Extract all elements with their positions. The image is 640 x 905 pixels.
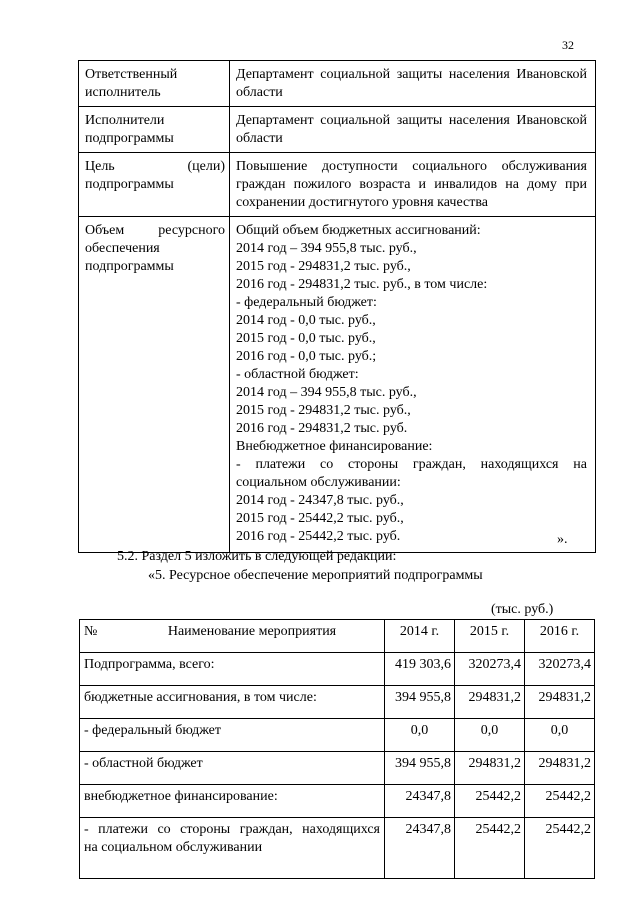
header-year-2015: 2015 г. xyxy=(455,620,525,653)
label-line: подпрограммы xyxy=(85,259,174,274)
closing-quote: ». xyxy=(557,532,568,547)
value-line: Общий объем бюджетных ассигнований: xyxy=(236,223,481,238)
table-row xyxy=(80,818,595,879)
value-2016: 25442,2 xyxy=(525,785,595,818)
value-line: области xyxy=(236,131,283,146)
resource-table xyxy=(79,619,595,879)
row-name: - областной бюджет xyxy=(80,752,385,785)
table-row xyxy=(80,686,595,719)
value-line: 2015 год - 25442,2 тыс. руб., xyxy=(236,511,404,526)
value-line: области xyxy=(236,85,283,100)
table-row xyxy=(79,107,596,153)
table-header-row xyxy=(80,620,595,653)
value-line: - платежи со стороны граждан, находящихся на xyxy=(236,457,587,472)
value-line: 2014 год – 394 955,8 тыс. руб., xyxy=(236,385,417,400)
label-line: Ответственный xyxy=(85,67,178,82)
value-line: 2016 год - 294831,2 тыс. руб., в том числе: xyxy=(236,277,488,292)
value-2015: 320273,4 xyxy=(455,653,525,686)
value-2014: 394 955,8 xyxy=(385,752,455,785)
label-line: обеспечения xyxy=(85,241,160,256)
value-line: граждан пожилого возраста и инвалидов на дому при xyxy=(236,177,587,192)
row-name: - федеральный бюджет xyxy=(80,719,385,752)
value-line: Повышение доступности социального обслуживания xyxy=(236,159,587,174)
value-2014: 24347,8 xyxy=(385,785,455,818)
row-name xyxy=(80,818,385,879)
value-cell xyxy=(230,153,596,217)
value-line: 2014 год - 24347,8 тыс. руб., xyxy=(236,493,404,508)
section-title: «5. Ресурсное обеспечение мероприятий подпрограммы xyxy=(148,568,483,583)
label-cell xyxy=(79,153,230,217)
value-line: - федеральный бюджет: xyxy=(236,295,377,310)
value-2016: 294831,2 xyxy=(525,686,595,719)
value-2015: 294831,2 xyxy=(455,752,525,785)
value-line: 2016 год - 25442,2 тыс. руб. xyxy=(236,529,401,544)
value-line: Внебюджетное финансирование: xyxy=(236,439,433,454)
value-line: 2015 год - 294831,2 тыс. руб., xyxy=(236,403,411,418)
value-2016: 0,0 xyxy=(525,719,595,752)
value-cell xyxy=(230,61,596,107)
value-line: 2015 год - 0,0 тыс. руб., xyxy=(236,331,376,346)
value-2016: 294831,2 xyxy=(525,752,595,785)
value-line: социальном обслуживании: xyxy=(236,475,401,490)
table-row xyxy=(80,719,595,752)
value-2015: 0,0 xyxy=(455,719,525,752)
value-line: 2016 год - 0,0 тыс. руб.; xyxy=(236,349,377,364)
header-year-2016: 2016 г. xyxy=(525,620,595,653)
value-2015: 294831,2 xyxy=(455,686,525,719)
table-row xyxy=(79,61,596,107)
row-name: Подпрограмма, всего: xyxy=(80,653,385,686)
row-name: бюджетные ассигнования, в том числе: xyxy=(80,686,385,719)
label-line: исполнитель xyxy=(85,85,161,100)
table-row xyxy=(79,153,596,217)
table-row xyxy=(79,217,596,553)
value-line: 2016 год - 294831,2 тыс. руб. xyxy=(236,421,408,436)
row-name-line: на социальном обслуживании xyxy=(84,840,263,855)
value-line: 2015 год - 294831,2 тыс. руб., xyxy=(236,259,411,274)
value-2014: 394 955,8 xyxy=(385,686,455,719)
label-cell xyxy=(79,107,230,153)
value-line: 2014 год – 394 955,8 тыс. руб., xyxy=(236,241,417,256)
value-2016: 320273,4 xyxy=(525,653,595,686)
unit-note: (тыс. руб.) xyxy=(491,602,554,617)
value-2014: 0,0 xyxy=(385,719,455,752)
value-cell xyxy=(230,217,596,553)
label-line: подпрограммы xyxy=(85,131,174,146)
table-row xyxy=(80,752,595,785)
value-line: 2014 год - 0,0 тыс. руб., xyxy=(236,313,376,328)
header-num: № xyxy=(80,620,121,653)
table-row xyxy=(80,785,595,818)
table-row xyxy=(80,653,595,686)
subprogram-passport-table xyxy=(78,60,596,553)
label-line: подпрограммы xyxy=(85,177,174,192)
value-2014: 419 303,6 xyxy=(385,653,455,686)
header-name: Наименование мероприятия xyxy=(120,620,385,653)
value-cell xyxy=(230,107,596,153)
header-year-2014: 2014 г. xyxy=(385,620,455,653)
value-2014: 24347,8 xyxy=(385,818,455,879)
value-line: - областной бюджет: xyxy=(236,367,359,382)
label-line: Цель (цели) xyxy=(85,159,225,174)
amendment-paragraph: 5.2. Раздел 5 изложить в следующей редакции: xyxy=(117,549,397,564)
row-name: внебюджетное финансирование: xyxy=(80,785,385,818)
row-name-line: - платежи со стороны граждан, находящихся xyxy=(84,822,380,837)
label-line: Исполнители xyxy=(85,113,165,128)
label-cell xyxy=(79,217,230,553)
value-line: Департамент социальной защиты населения Ивановской xyxy=(236,67,587,82)
value-2015: 25442,2 xyxy=(455,818,525,879)
value-2015: 25442,2 xyxy=(455,785,525,818)
page-number: 32 xyxy=(562,38,574,52)
value-line: сохранении достигнутого уровня качества xyxy=(236,195,488,210)
label-line: Объем ресурсного xyxy=(85,223,225,238)
label-cell xyxy=(79,61,230,107)
value-2016: 25442,2 xyxy=(525,818,595,879)
value-line: Департамент социальной защиты населения Ивановской xyxy=(236,113,587,128)
